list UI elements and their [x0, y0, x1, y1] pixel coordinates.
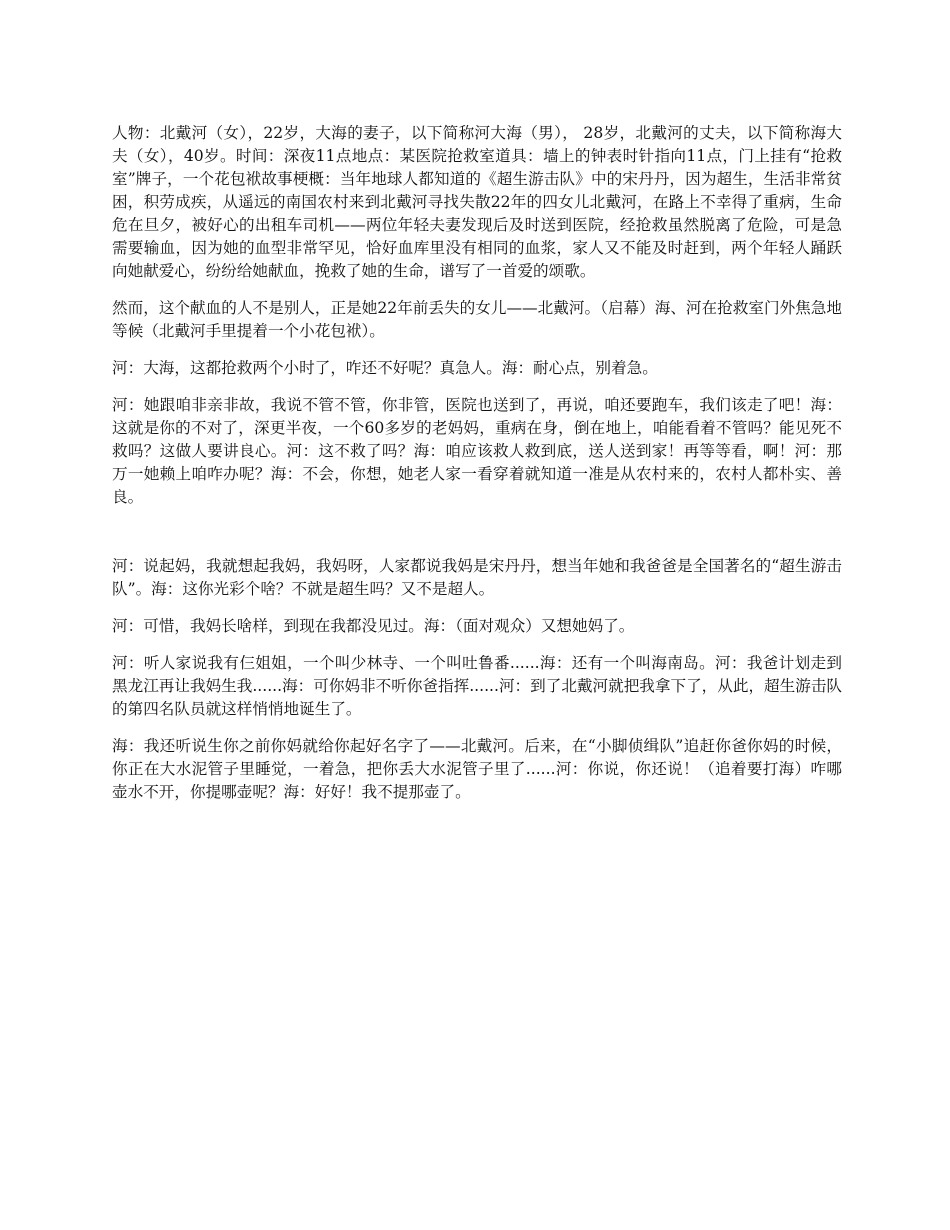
paragraph-dialogue: 河：她跟咱非亲非故，我说不管不管，你非管，医院也送到了，再说，咱还要跑车，我们该走了吧！海：这就是你的不对了，深更半夜，一个60多岁的老妈妈，重病在身，倒在地上，咱能看着不管吗？能见死不救吗？这做人要讲良心。河：这不救了吗？海：咱应该救人救到底，送人送到家！再等等看，啊！河：那万一她赖上咱咋办呢？海：不会，你想，她老人家一看穿着就知道一准是从农村来的，农村人都朴实、善良。 [112, 396, 842, 506]
paragraph-dialogue: 河：可惜，我妈长啥样，到现在我都没见过。海：（面对观众）又想她妈了。 [112, 617, 635, 635]
section-spacer [112, 523, 842, 555]
paragraph-dialogue: 河：大海，这都抢救两个小时了，咋还不好呢？真急人。海：耐心点，别着急。 [112, 359, 658, 377]
paragraph-dialogue: 海：我还听说生你之前你妈就给你起好名字了——北戴河。后来，在“小脚侦缉队”追赶你爸你妈的时候，你正在大水泥管子里睡觉，一着急，把你丢大水泥管子里了......河：你说，你还说！（追着要打海）咋哪壶水不开，你提哪壶呢？海：好好！我不提那壶了。 [112, 737, 842, 801]
paragraph-dialogue: 河：听人家说我有仨姐姐，一个叫少林寺、一个叫吐鲁番......海：还有一个叫海南岛。河：我爸计划走到黑龙江再让我妈生我......海：可你妈非不听你爸指挥......河：到了北戴河就把我拿下了，从此，超生游击队的第四名队员就这样悄悄地诞生了。 [112, 654, 843, 718]
document-page [112, 122, 842, 818]
paragraph-opening: 然而，这个献血的人不是别人，正是她22年前丢失的女儿——北戴河。（启幕）海、河在抢救室门外焦急地等候（北戴河手里提着一个小花包袱）。 [112, 299, 842, 340]
paragraph-dialogue: 河：说起妈，我就想起我妈，我妈呀，人家都说我妈是宋丹丹，想当年她和我爸爸是全国著名的“超生游击队”。海：这你光彩个啥？不就是超生吗？又不是超人。 [112, 557, 842, 598]
paragraph-synopsis: 人物：北戴河（女），22岁，大海的妻子，以下简称河大海（男）， 28岁，北戴河的丈夫，以下简称海大夫（女），40岁。时间：深夜11点地点：某医院抢救室道具：墙上的钟表时针指向11点，门上挂有“抢救室”牌子，一个花包袱故事梗概：当年地球人都知道的《超生游击队》中的宋丹丹，因为超生，生活非常贫困，积劳成疾，从遥远的南国农村来到北戴河寻找失散22年的四女儿北戴河，在路上不幸得了重病，生命危在旦夕，被好心的出租车司机——两位年轻夫妻发现后及时送到医院，经抢救虽然脱离了危险，可是急需要输血，因为她的血型非常罕见，恰好血库里没有相同的血浆，家人又不能及时赶到，两个年轻人踊跃向她献爱心，纷纷给她献血，挽救了她的生命，谱写了一首爱的颂歌。 [112, 124, 842, 280]
